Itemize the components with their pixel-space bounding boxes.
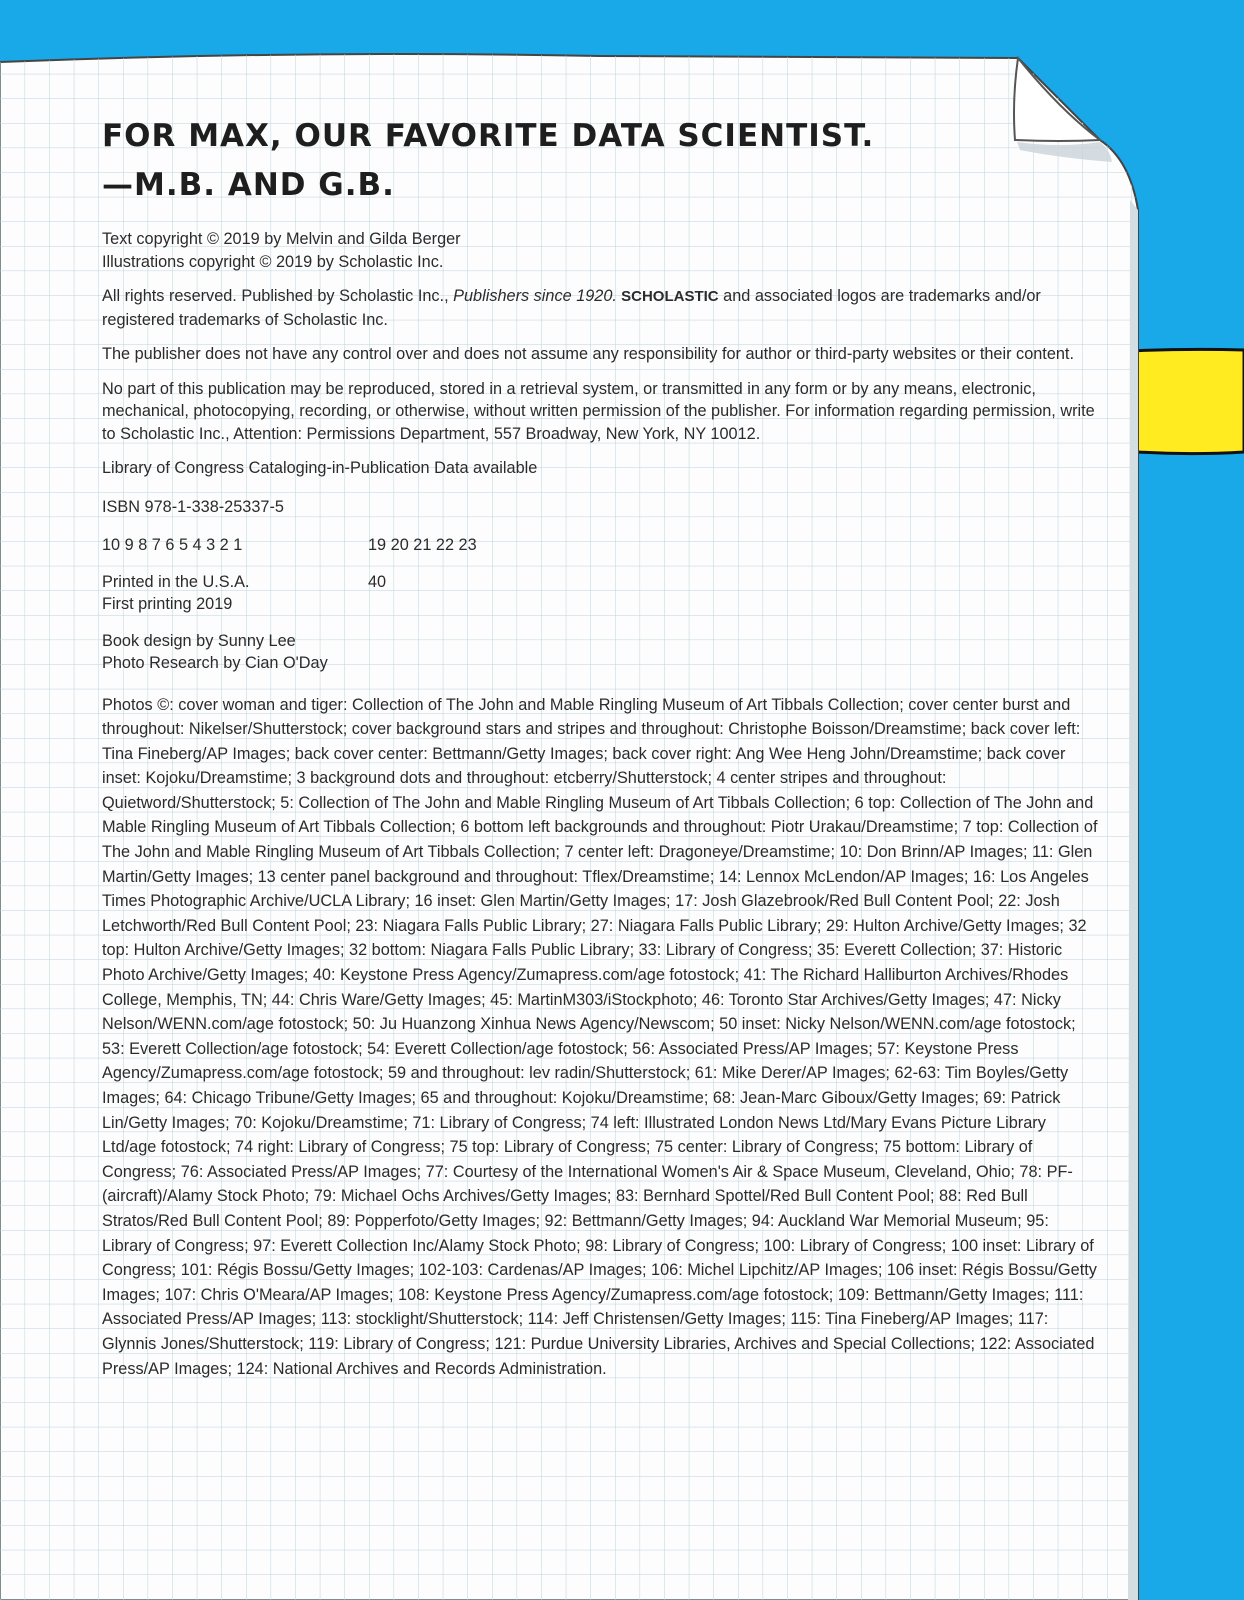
illustrations-copyright: Illustrations copyright © 2019 by Scholastic Inc.	[102, 252, 444, 271]
isbn: ISBN 978-1-338-25337-5	[102, 497, 284, 516]
dedication-line-1: FOR MAX, OUR FAVORITE DATA SCIENTIST.	[102, 118, 875, 154]
print-years: 19 20 21 22 23	[368, 536, 477, 554]
photo-research-credit: Photo Research by Cian O'Day	[102, 654, 328, 672]
rights-italic: Publishers since 1920.	[453, 287, 617, 305]
first-printing: First printing 2019	[102, 595, 233, 613]
printing-code: 40	[368, 572, 387, 591]
dedication	[102, 112, 1102, 210]
text-copyright: Text copyright © 2019 by Melvin and Gilda Berger	[102, 230, 461, 248]
publisher-note: The publisher does not have any control over and does not assume any responsibility for author or third-party websites or their content.	[102, 345, 1074, 363]
printed-location: Printed in the U.S.A.	[102, 572, 250, 591]
printing-row	[102, 571, 1102, 616]
print-numbers-row	[102, 534, 1102, 557]
credits	[102, 630, 1102, 675]
photo-credits: Photos ©: cover woman and tiger: Collection of The John and Mable Ringling Museum of Art Tibbals Collection; cover center burst and throughout: Nikelser/Shutterstock; cover background stars and stripes and throughout: Christophe Boisson/Dreamstime; back cover left: Tina Fineberg/AP Images; back cover center: Bettmann/Getty Images; back cover right: Ang Wee Heng John/Dreamstime; back cover inset: Kojoku/Dreamstime; 3 background dots and throughout: etcberry/Shutterstock; 4 center stripes and throughout: Quietword/Shutterstock; 5: Collection of The John and Mable Ringling Museum of Art Tibbals Collection; 6 top: Collection of The John and Mable Ringling Museum of Art Tibbals Collection; 6 bottom left backgrounds and throughout: Piotr Urakau/Dreamstime; 7 top: Collection of The John and Mable Ringling Museum of Art Tibbals Collection; 7 center left: Dragoneye/Dreamstime; 10: Don Brinn/AP Images; 11: Glen Martin/Getty Images; 13 center panel background and throughout: Tflex/Dreamstime; 14: Lennox McLendon/AP Images; 16: Los Angeles Times Photographic Archive/UCLA Library; 16 inset: Glen Martin/Getty Images; 17: Josh Glazebrook/Red Bull Content Pool; 22: Josh Letchworth/Red Bull Content Pool; 23: Niagara Falls Public Library; 27: Niagara Falls Public Library; 29: Hulton Archive/Getty Images; 32 top: Hulton Archive/Getty Images; 32 bottom: Niagara Falls Public Library; 33: Library of Congress; 35: Everett Collection; 37: Historic Photo Archive/Getty Images; 40: Keystone Press Agency/Zumapress.com/age fotostock; 41: The Richard Halliburton Archives/Rhodes College, Memphis, TN; 44: Chris Ware/Getty Images; 45: MartinM303/iStockphoto; 46: Toronto Star Archives/Getty Images; 47: Nicky Nelson/WENN.com/age fotostock; 50: Ju Huanzong Xinhua News Agency/Newscom; 50 inset: Nicky Nelson/WENN.com/age fotostock; 53: Everett Collection/age fotostock; 54: Everett Collection/age fotostock; 56: Associated Press/AP Images; 57: Keystone Press Agency/Zumapress.com/age fotostock; 59 and throughout: lev radin/Shutterstock; 61: Mike Derer/AP Images; 62-63: Tim Boyles/Getty Images; 64: Chicago Tribune/Getty Images; 65 and throughout: Kojoku/Dreamstime; 68: Jean-Marc Giboux/Getty Images; 69: Patrick Lin/Getty Images; 70: Kojoku/Dreamstime; 71: Library of Congress; 74 left: Illustrated London News Ltd/Mary Evans Picture Library Ltd/age fotostock; 74 right: Library of Congress; 75 top: Library of Congress; 75 center: Library of Congress; 75 bottom: Library of Congress; 76: Associated Press/AP Images; 77: Courtesy of the International Women's Air & Space Museum, Cleveland, Ohio; 78: PF-(aircraft)/Alamy Stock Photo; 79: Michael Ochs Archives/Getty Images; 83: Bernhard Spottel/Red Bull Content Pool; 88: Red Bull Stratos/Red Bull Content Pool; 89: Popperfoto/Getty Images; 92: Bettmann/Getty Images; 94: Auckland War Memorial Museum; 95: Library of Congress; 97: Everett Collection Inc/Alamy Stock Photo; 98: Library of Congress; 100: Library of Congress; 100 inset: Library of Congress; 101: Régis Bossu/Getty Images; 102-103: Cardenas/AP Images; 106: Michel Lipchitz/AP Images; 106 inset: Régis Bossu/Getty Images; 107: Chris O'Meara/AP Images; 108: Keystone Press Agency/Zumapress.com/age fotostock; 109: Bettmann/Getty Images; 111: Associated Press/AP Images; 113: stocklight/Shutterstock; 114: Jeff Christensen/Getty Images; 115: Tina Fineberg/AP Images; 117: Glynnis Jones/Shutterstock; 119: Library of Congress; 121: Purdue University Libraries, Archives and Special Collections; 122: Associated Press/AP Images; 124: National Archives and Records Administration.	[102, 695, 1098, 1378]
print-sequence: 10 9 8 7 6 5 4 3 2 1	[102, 536, 243, 554]
rights-text-2: and associated logos are trademarks and/or registered trademarks of Scholastic Inc.	[102, 287, 1041, 329]
dedication-line-2: —M.B. AND G.B.	[102, 167, 395, 203]
copyright-page-content	[102, 112, 1102, 1397]
rights-text-1: All rights reserved. Published by Scholastic Inc.,	[102, 287, 454, 305]
cataloging-data: Library of Congress Cataloging-in-Publication Data available	[102, 459, 538, 477]
rights-statement	[102, 285, 1102, 331]
permissions-statement: No part of this publication may be reproduced, stored in a retrieval system, or transmitted in any form or by any means, electronic, mechanical, photocopying, recording, or otherwise, without written permission of the publisher. For information regarding permission, write to Scholastic Inc., Attention: Permissions Department, 557 Broadway, New York, NY 10012.	[102, 379, 1095, 443]
copyright-block	[102, 228, 1102, 273]
book-design-credit: Book design by Sunny Lee	[102, 631, 296, 650]
rights-brand: SCHOLASTIC	[616, 288, 719, 305]
